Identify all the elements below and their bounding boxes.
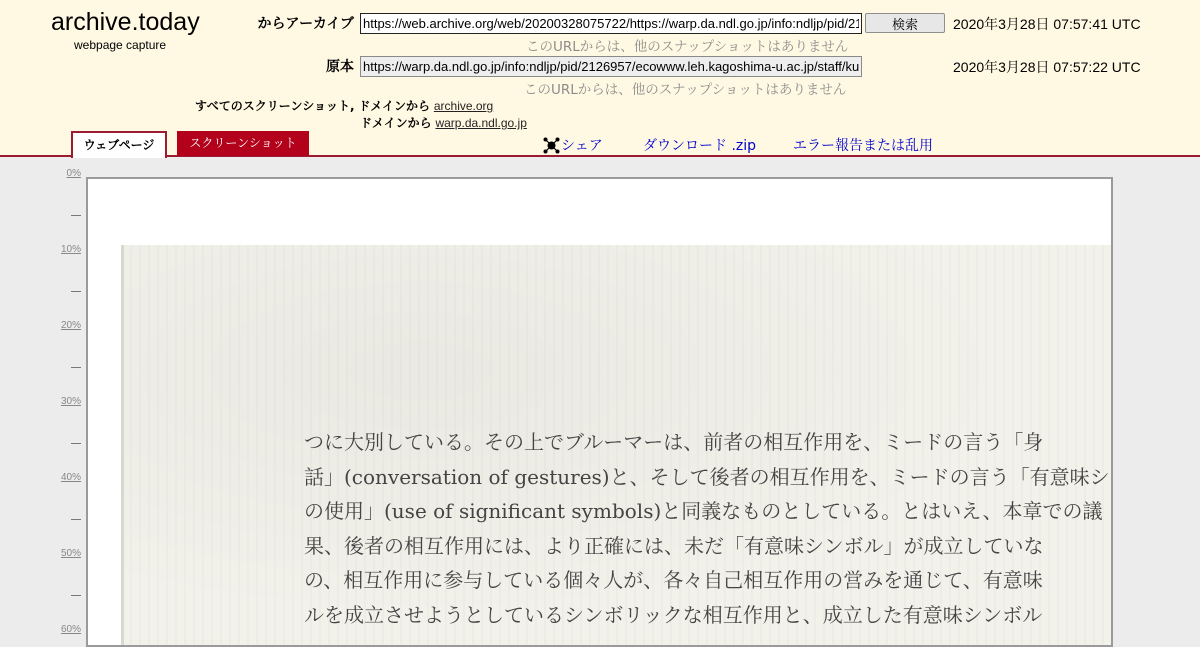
ruler-tick <box>71 367 81 368</box>
scan-page-edge <box>121 245 124 647</box>
share-icon[interactable] <box>543 137 560 154</box>
archived-page-frame <box>86 177 1113 647</box>
capture-url-label: からアーカイブ <box>257 16 354 32</box>
scanned-text-block <box>304 425 1113 632</box>
screenshots-domain-row-2 <box>360 114 527 131</box>
domain-link-archive-org[interactable]: archive.org <box>433 99 494 113</box>
screenshots-domain-row-1 <box>195 97 493 114</box>
ruler-tick <box>71 595 81 596</box>
search-button[interactable]: 検索 <box>865 13 945 33</box>
domain-prefix-label: ドメインから <box>358 99 431 113</box>
ruler-label[interactable]: 30% <box>60 396 81 407</box>
share-link[interactable]: シェア <box>561 138 603 154</box>
capture-no-snapshots-note: このURLからは、他のスナップショットはありません <box>526 39 849 55</box>
capture-timestamp: 2020年3月28日 07:57:41 UTC <box>953 16 1141 32</box>
scanned-text-line: 果、後者の相互作用には、より正確には、未だ「有意味シンボル」が成立していな <box>304 533 1044 558</box>
scanned-text-line: の使用」(use of significant symbols)と同義なものとしている。とはいえ、本章での議 <box>304 499 1103 523</box>
ruler-label[interactable]: 20% <box>60 320 81 331</box>
domain-prefix-label: ドメインから <box>360 116 432 130</box>
scanned-text-line: の、相互作用に参与している個々人が、各々自己相互作用の営みを通じて、有意味 <box>304 568 1043 592</box>
download-zip-link[interactable]: ダウンロード .zip <box>643 138 757 154</box>
tab-screenshot[interactable]: スクリーンショット <box>177 131 309 156</box>
all-screenshots-label: すべてのスクリーンショット, <box>195 99 355 113</box>
archive-header <box>0 0 1200 157</box>
scanned-document-image <box>121 245 1113 647</box>
original-url-input[interactable] <box>360 56 862 77</box>
archive-logo-subtitle: webpage capture <box>74 38 167 52</box>
ruler-label[interactable]: 40% <box>60 472 81 483</box>
ruler-label[interactable]: 60% <box>60 624 81 635</box>
tab-webpage[interactable]: ウェブページ <box>71 131 167 158</box>
scanned-text-line: 話」(conversation of gestures)と、そして後者の相互作用を、ミードの言う「有意味シ <box>304 464 1110 489</box>
ruler-label[interactable]: 0% <box>66 168 81 179</box>
ruler-tick <box>71 519 81 520</box>
original-timestamp: 2020年3月28日 07:57:22 UTC <box>953 59 1141 75</box>
capture-url-input[interactable] <box>360 13 862 34</box>
ruler-tick <box>71 443 81 444</box>
domain-link-warp[interactable]: warp.da.ndl.go.jp <box>435 116 527 130</box>
scanned-text-line: ルを成立させようとしているシンボリックな相互作用と、成立した有意味シンボル <box>304 602 1043 627</box>
scanned-text-line: つに大別している。その上でブルーマーは、前者の相互作用を、ミードの言う「身 <box>304 430 1044 454</box>
original-no-snapshots-note: このURLからは、他のスナップショットはありません <box>524 82 847 98</box>
ruler-label[interactable]: 50% <box>60 548 81 559</box>
ruler-tick <box>71 291 81 292</box>
ruler-tick <box>71 215 81 216</box>
report-abuse-link[interactable]: エラー報告または乱用 <box>793 138 933 154</box>
original-url-label: 原本 <box>326 59 354 75</box>
archive-logo-title[interactable]: archive.today <box>51 8 200 36</box>
ruler-label[interactable]: 10% <box>60 244 81 255</box>
